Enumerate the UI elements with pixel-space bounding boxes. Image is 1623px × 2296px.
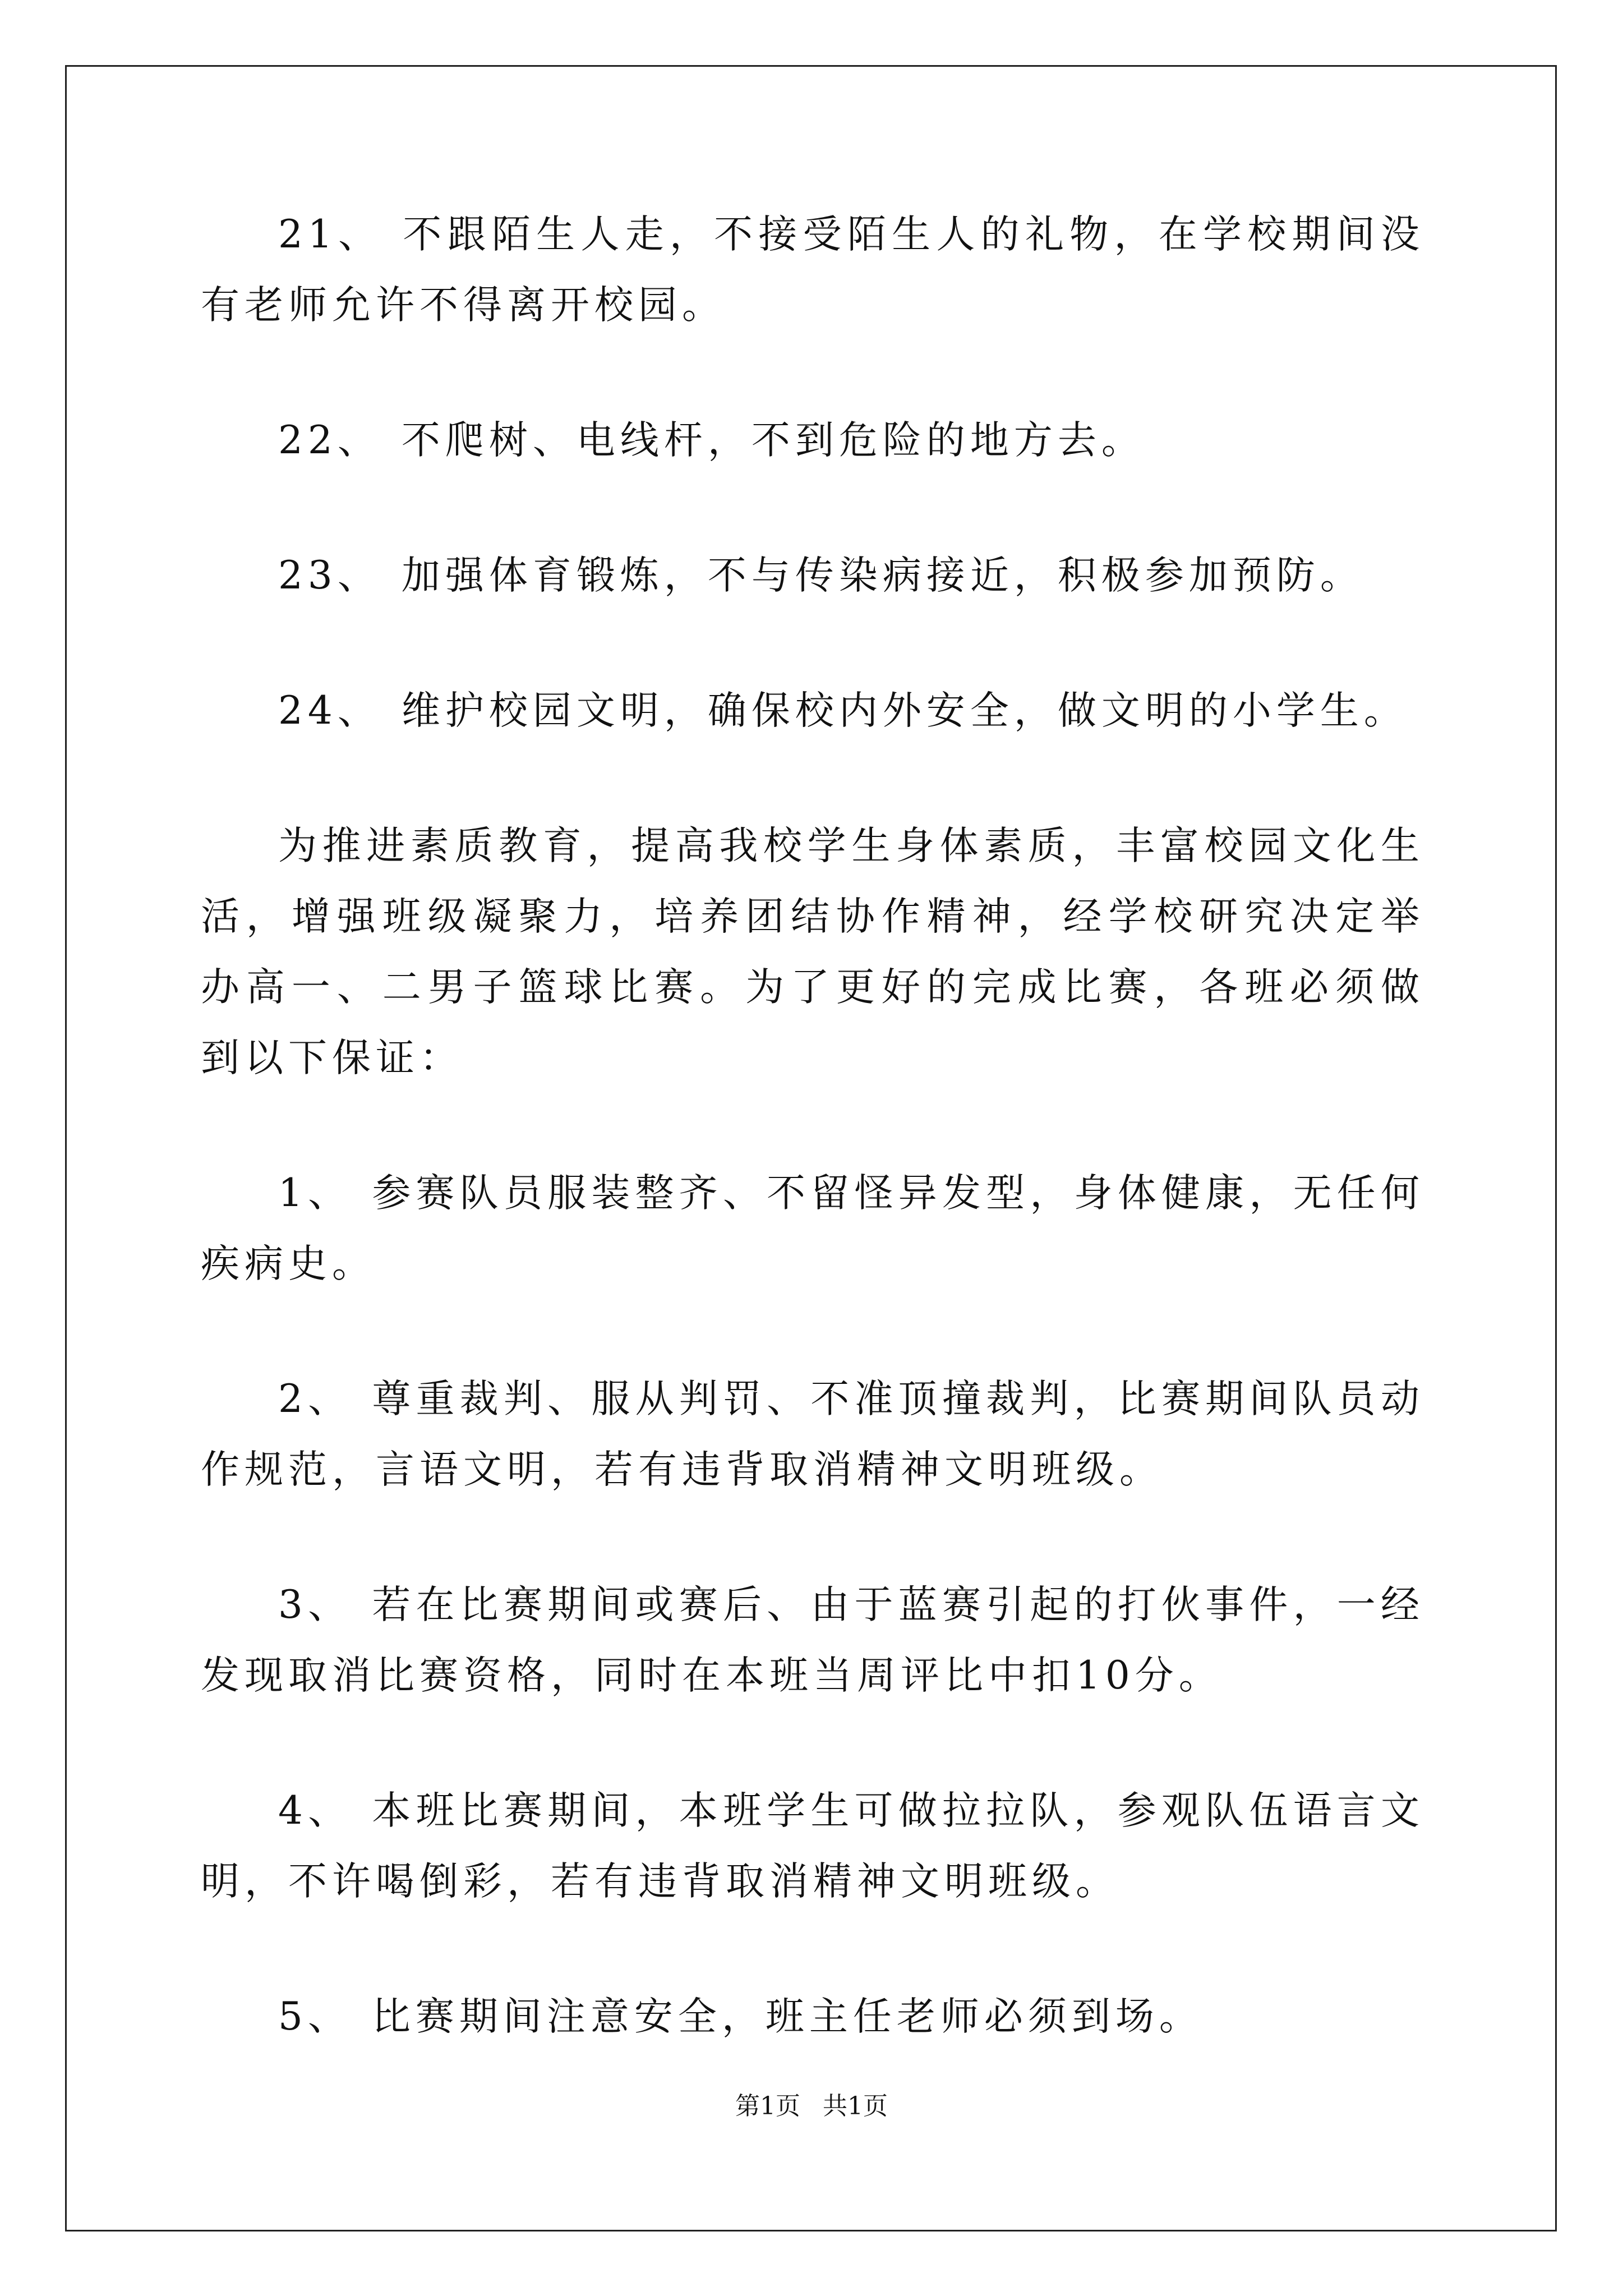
- paragraph-text: 不爬树、电线杆，不到危险的地方去。: [401, 418, 1145, 463]
- item-number: 2、: [278, 1377, 352, 1421]
- page-number: 第1页: [735, 2092, 800, 2120]
- paragraph-text: 尊重裁判、服从判罚、不准顶撞裁判，比赛期间队员动作规范，言语文明，若有违背取消精神文明班级。: [201, 1377, 1424, 1492]
- paragraph: [201, 1981, 1424, 2052]
- item-number: 21、: [278, 212, 383, 257]
- document-body: [201, 199, 1424, 2116]
- paragraph: [201, 1570, 1424, 1711]
- item-number: 22、: [278, 418, 381, 463]
- item-number: 3、: [278, 1582, 352, 1627]
- item-number: 23、: [278, 553, 381, 598]
- paragraph-text: 不跟陌生人走，不接受陌生人的礼物，在学校期间没有老师允许不得离开校园。: [201, 212, 1424, 328]
- paragraph: [201, 540, 1424, 611]
- paragraph: [201, 199, 1424, 341]
- paragraph: [201, 675, 1424, 746]
- item-number: 1、: [278, 1171, 352, 1216]
- paragraph: [201, 1158, 1424, 1299]
- paragraph-text: 为推进素质教育，提高我校学生身体素质，丰富校园文化生活，增强班级凝聚力，培养团结协作精神，经学校研究决定举办高一、二男子篮球比赛。为了更好的完成比赛，各班必须做到以下保证：: [201, 823, 1424, 1080]
- paragraph-text: 比赛期间注意安全，班主任老师必须到场。: [371, 1994, 1203, 2039]
- paragraph: [201, 1775, 1424, 1917]
- paragraph: [201, 1364, 1424, 1505]
- page-total: 共1页: [823, 2092, 888, 2120]
- item-number: 24、: [278, 688, 381, 733]
- paragraph: [201, 405, 1424, 476]
- paragraph-text: 参赛队员服装整齐、不留怪异发型，身体健康，无任何疾病史。: [201, 1171, 1424, 1286]
- item-number: 4、: [278, 1788, 352, 1833]
- paragraph-text: 维护校园文明，确保校内外安全，做文明的小学生。: [401, 688, 1408, 733]
- page-footer: [0, 2090, 1623, 2123]
- paragraph-text: 本班比赛期间，本班学生可做拉拉队，参观队伍语言文明，不许喝倒彩，若有违背取消精神文明班级。: [201, 1788, 1424, 1904]
- paragraph: [201, 811, 1424, 1093]
- item-number: 5、: [278, 1994, 352, 2039]
- paragraph-text: 加强体育锻炼，不与传染病接近，积极参加预防。: [401, 553, 1364, 598]
- paragraph-text: 若在比赛期间或赛后、由于蓝赛引起的打伙事件，一经发现取消比赛资格，同时在本班当周评比中扣10分。: [201, 1582, 1424, 1698]
